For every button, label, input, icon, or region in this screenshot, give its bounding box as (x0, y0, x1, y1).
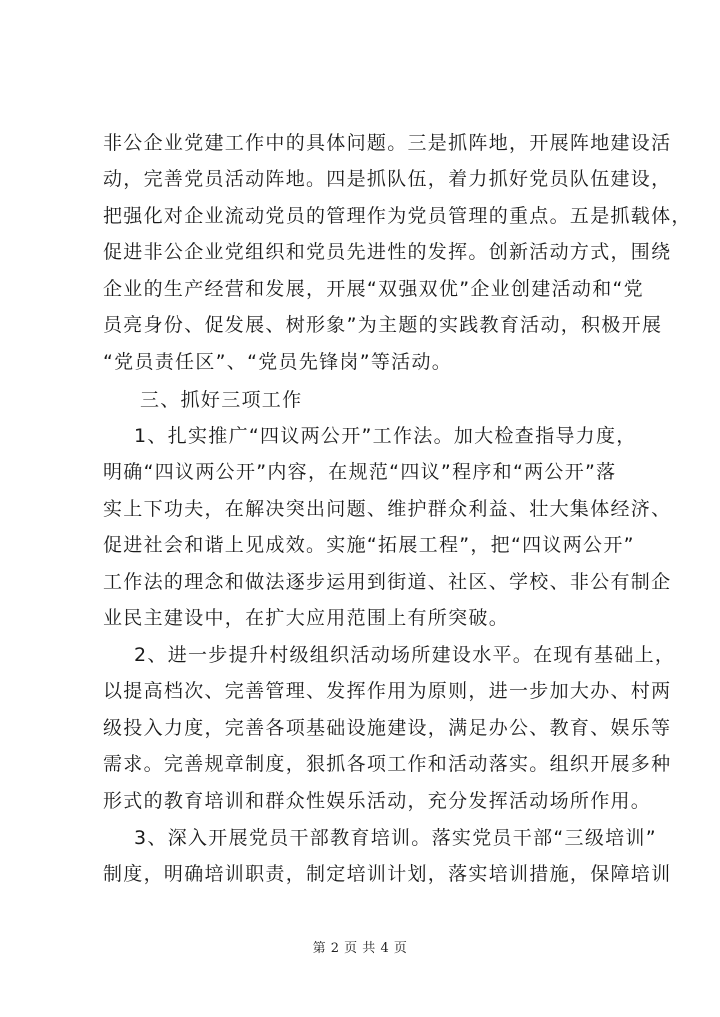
text-line: 1、扎实推广“四议两公开”工作法。加大检查指导力度， (134, 425, 637, 447)
text-line: 工作法的理念和做法逐步运用到街道、社区、学校、非公有制企 (103, 571, 672, 593)
text-line: 级投入力度，完善各项基础设施建设，满足办公、教育、娱乐等 (103, 717, 672, 739)
page-number: 第 2 页 共 4 页 (312, 941, 408, 956)
text-line: 实上下功夫，在解决突出问题、维护群众利益、壮大集体经济、 (103, 498, 672, 520)
text-line: 形式的教育培训和群众性娱乐活动，充分发挥活动场所作用。 (103, 790, 652, 812)
text-line: 促进社会和谐上见成效。实施“拓展工程”，把“四议两公开” (103, 534, 635, 556)
text-line: 3、深入开展党员干部教育培训。落实党员干部“三级培训” (134, 827, 657, 849)
text-line: 企业的生产经营和发展，开展“双强双优”企业创建活动和“党 (103, 278, 644, 300)
text-line: 非公企业党建工作中的具体问题。三是抓阵地，开展阵地建设活 (103, 132, 672, 154)
text-line: 制度，明确培训职责，制定培训计划，落实培训措施，保障培训 (103, 863, 672, 885)
text-line: 以提高档次、完善管理、发挥作用为原则，进一步加大办、村两 (103, 680, 672, 702)
text-line: “党员责任区”、“党员先锋岗”等活动。 (103, 351, 453, 373)
text-line: 需求。完善规章制度，狠抓各项工作和活动落实。组织开展多种 (103, 753, 672, 775)
text-line: 把强化对企业流动党员的管理作为党员管理的重点。五是抓载体， (103, 205, 692, 227)
section-heading: 三、抓好三项工作 (140, 389, 303, 411)
text-line: 促进非公企业党组织和党员先进性的发挥。创新活动方式，围绕 (103, 241, 672, 263)
text-line: 业民主建设中，在扩大应用范围上有所突破。 (103, 607, 510, 629)
text-line: 2、进一步提升村级组织活动场所建设水平。在现有基础上， (134, 644, 676, 666)
text-line: 动，完善党员活动阵地。四是抓队伍，着力抓好党员队伍建设， (103, 168, 672, 190)
text-line: 明确“四议两公开”内容，在规范“四议”程序和“两公开”落 (103, 461, 617, 483)
text-line: 员亮身份、促发展、树形象”为主题的实践教育活动，积极开展 (103, 314, 663, 336)
